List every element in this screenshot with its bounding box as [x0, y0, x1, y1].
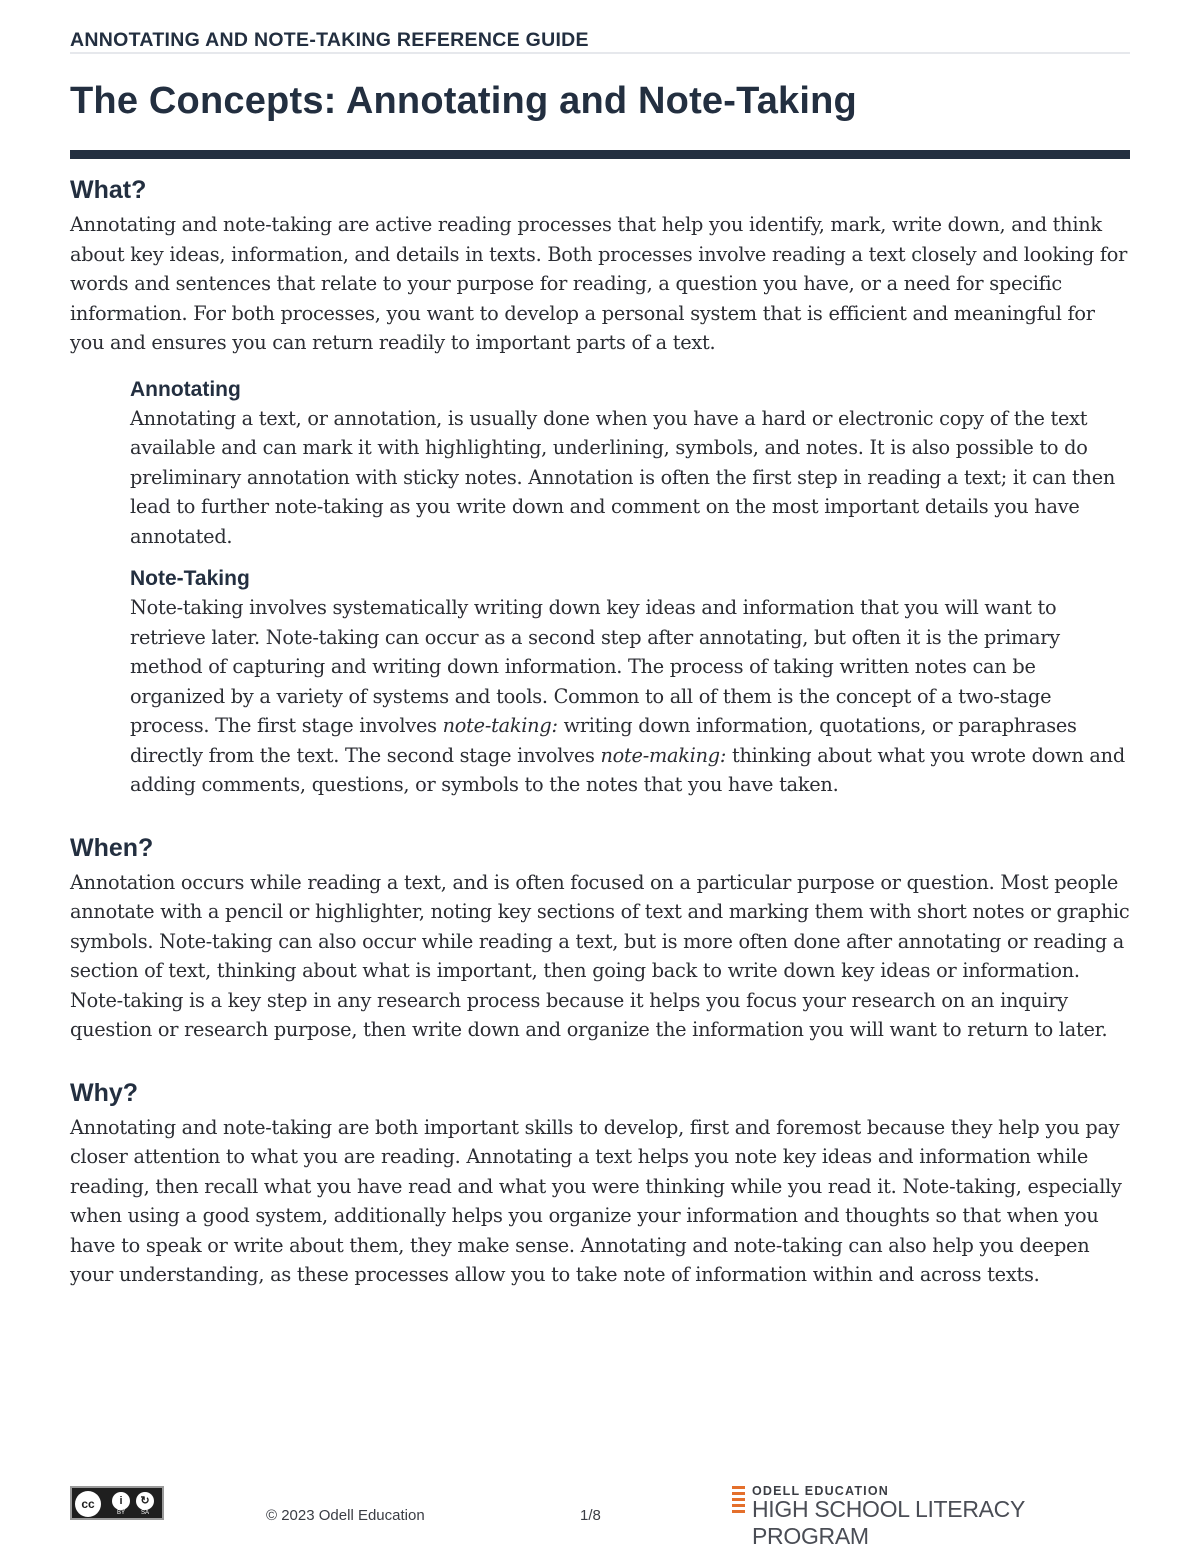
page-number: 1/8 [580, 1507, 601, 1524]
term-note-making: note-making: [600, 743, 727, 767]
paragraph-when: Annotation occurs while reading a text, and is often focused on a particular purpose or question. Most people annotate with a pencil or highlighter, noting key sections of text and marking them with short notes or graphic symbols. Note-taking can also occur while reading a text, but is more often done after annotating or reading a section of text, thinking about what is important, then going back to write down key ideas or information. Note-taking is a key step in any research process because it helps you focus your research on an inquiry question or research purpose, then write down and organize the information you will want to return to later. [70, 870, 1130, 1041]
license-sa-label: SA [141, 1510, 150, 1516]
header-divider [70, 52, 1130, 54]
section-heading-why: Why? [70, 1078, 139, 1107]
copyright-notice: © 2023 Odell Education [266, 1507, 425, 1524]
logo-brand-text: ODELL EDUCATION [752, 1484, 889, 1498]
license-by-label: BY [117, 1510, 126, 1516]
section-when [70, 828, 1132, 1045]
paragraph-note-taking [130, 593, 1132, 800]
page-title: The Concepts: Annotating and Note-Taking [70, 80, 857, 122]
odell-education-logo [732, 1484, 1132, 1549]
note-taking-text-3: thinking about what you wrote down and adding comments, questions, or symbols to the notes that you have taken. [130, 743, 1125, 796]
document-body [70, 170, 1132, 1290]
page-footer [0, 1480, 1200, 1549]
section-heading-when: When? [70, 833, 154, 862]
logo-program-text: HIGH SCHOOL LITERACY PROGRAM [752, 1496, 1025, 1549]
logo-bars-icon [732, 1486, 745, 1516]
section-heading-what: What? [70, 176, 147, 204]
term-note-taking: note-taking: [442, 714, 558, 737]
cc-license-badge[interactable] [70, 1486, 164, 1520]
paragraph-annotating: Annotating a text, or annotation, is usually done when you have a hard or electronic copy of the text available and can mark it with highlighting, underlining, symbols, and notes. It is also possible to do preliminary annotation with sticky notes. Annotation is often the first step in reading a text; it can then lead to further note-taking as you write down and comment on the most important details you have annotated. [130, 406, 1116, 548]
title-divider [70, 150, 1130, 159]
paragraph-what: Annotating and note-taking are active reading processes that help you identify, mark, write down, and think about key ideas, information, and details in texts. Both processes involve reading a text closely and looking for words and sentences that relate to your purpose for reading, a question you have, or a need for specific information. For both processes, you want to develop a personal system that is efficient and meaningful for you and ensures you can return readily to important parts of a text. [70, 213, 1128, 354]
note-taking-text-1: Note-taking involves systematically writing down key ideas and information that you will want to retrieve later. Note-taking can occur as a second step after annotating, but often it is the primary method of capturing and writing down information. The process of taking written notes can be organized by a variety of systems and tools. Common to all of them is the concept of a two-stage process. The first stage involves [130, 596, 1060, 737]
paragraph-why: Annotating and note-taking are both important skills to develop, first and foremost because they help you pay closer attention to what you are reading. Annotating a text helps you note key ideas and information while reading, then recall what you have read and what you were thinking while you read it. Note-taking, especially when using a good system, additionally helps you organize your information and thoughts so that when you have to speak or write about them, they make sense. Annotating and note-taking can also help you deepen your understanding, as these processes allow you to take note of information within and across texts. [70, 1115, 1122, 1286]
attribution-icon: i [112, 1492, 130, 1510]
section-what [70, 170, 1132, 800]
subsection-note-taking [130, 565, 1132, 800]
running-header: ANNOTATING AND NOTE-TAKING REFERENCE GUIDE [70, 29, 589, 51]
share-alike-icon: ↻ [136, 1492, 154, 1510]
sub-heading-annotating: Annotating [130, 377, 241, 401]
subsection-annotating [130, 376, 1132, 552]
section-why [70, 1073, 1132, 1290]
sub-heading-note-taking: Note-Taking [130, 567, 250, 590]
creative-commons-icon: cc [75, 1491, 101, 1517]
note-taking-text-2: writing down information, quotations, or paraphrases directly from the text. The second stage involves [130, 714, 1077, 767]
